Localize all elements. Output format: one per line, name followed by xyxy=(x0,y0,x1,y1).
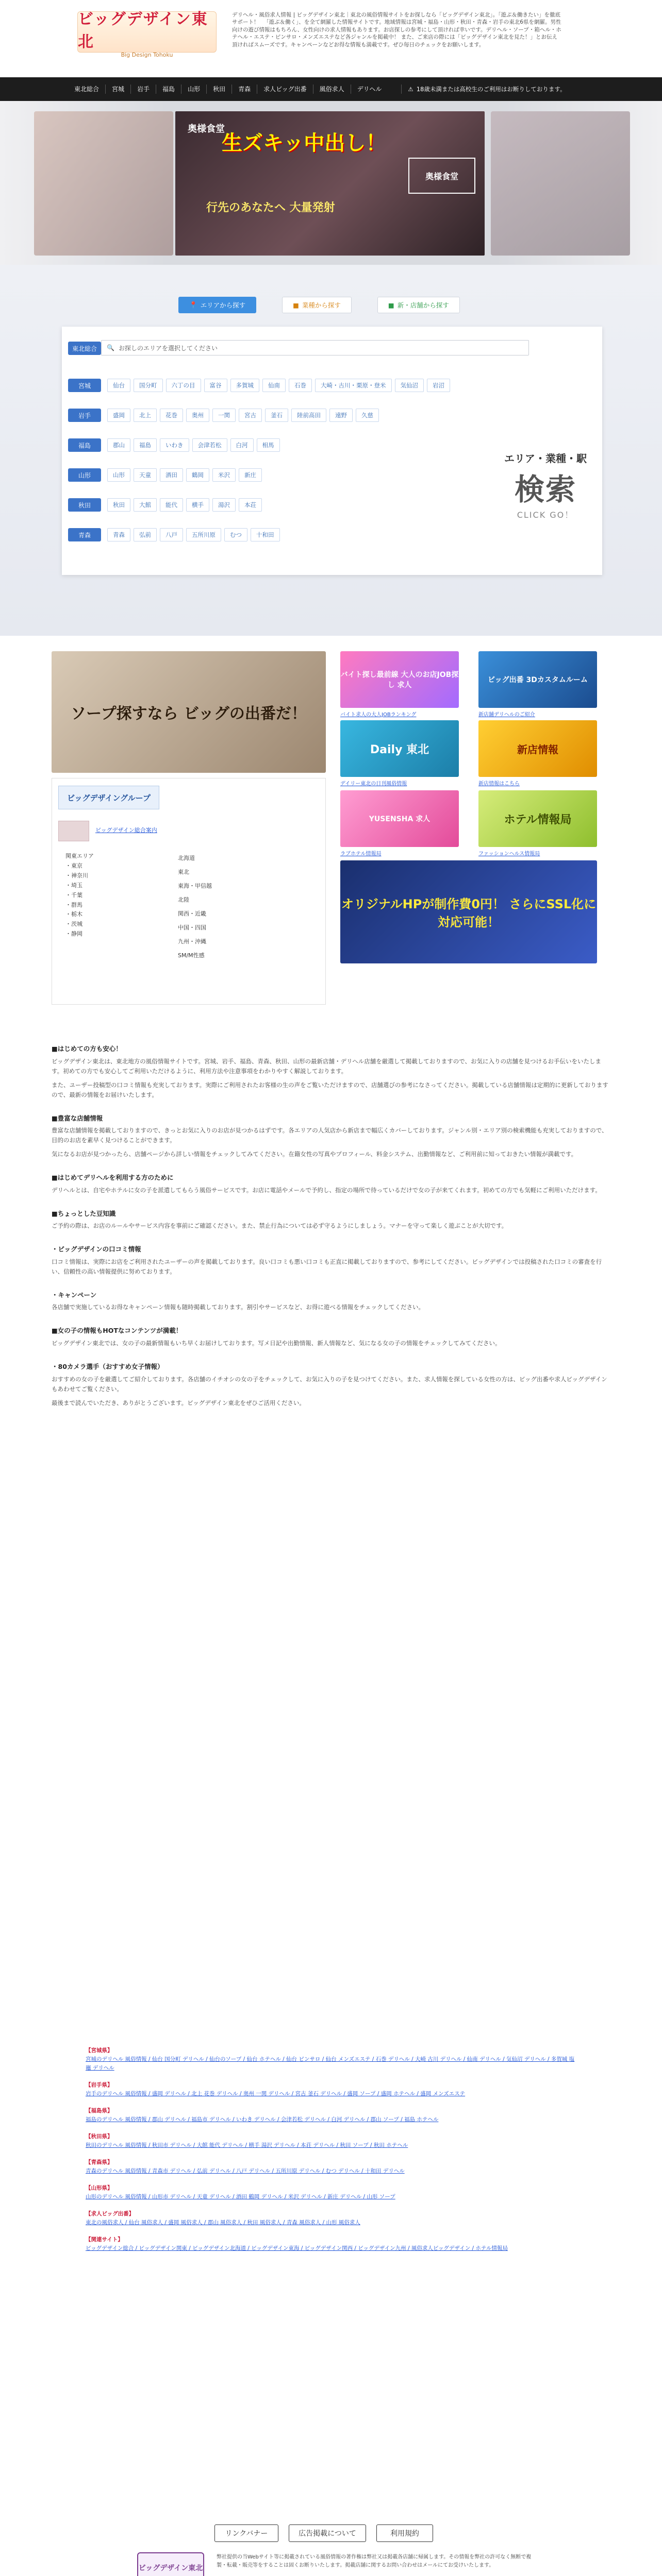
link-block xyxy=(86,2132,577,2150)
terms-button[interactable]: 利用規約 xyxy=(376,2524,433,2542)
city-link[interactable]: 新庄 xyxy=(239,468,262,482)
link-block xyxy=(86,2210,577,2227)
section-text: おすすめの女の子を厳選してご紹介しております。各店舗のイチオシの女の子をチェックして、お気に入りの子を見つけてください。また、求人情報を探している女性の方は、ビッグ出番や求人ビッグデザインもあわせてご覧ください。 xyxy=(52,1375,607,1393)
station-search-cta: CLICK GO！ xyxy=(517,510,574,520)
site-logo[interactable] xyxy=(77,10,217,58)
hero-shop-badge: 奥様食堂 xyxy=(408,158,475,194)
search-section xyxy=(0,265,662,636)
section-text: ご予約の際は、お店のルールやサービス内容を事前にご確認ください。また、禁止行為については必ず守るようにしましょう。マナーを守って楽しく遊ぶことが大切です。 xyxy=(52,1222,508,1230)
city-link[interactable]: 国分町 xyxy=(134,379,163,392)
pref-row-aomori xyxy=(68,528,280,542)
guide-link[interactable]: 東北 xyxy=(178,868,189,875)
global-nav xyxy=(0,77,662,101)
pin-icon: 📍 xyxy=(189,301,197,309)
pref-button-iwate[interactable]: 岩手 xyxy=(68,409,101,422)
section-heading: ■はじめての方も安心！ xyxy=(52,1045,122,1053)
link-block xyxy=(86,2081,577,2098)
city-link[interactable]: 米沢 xyxy=(212,468,236,482)
section-heading: ■女の子の情報もHOTなコンテンツが満載！ xyxy=(52,1327,183,1335)
link-banner-button[interactable]: リンクバナー xyxy=(214,2524,278,2542)
guide-link[interactable]: ・神奈川 xyxy=(65,872,88,879)
area-search-input[interactable] xyxy=(101,340,529,355)
logo-subtitle: Big Design Tohoku xyxy=(121,51,173,58)
city-link[interactable]: 大館 xyxy=(134,498,157,512)
link-block-title: 【福島県】 xyxy=(86,2108,113,2114)
link-block-title: 【秋田県】 xyxy=(86,2133,113,2140)
tab-area[interactable] xyxy=(178,297,256,313)
city-link[interactable]: 山形 xyxy=(107,468,130,482)
city-link[interactable]: 横手 xyxy=(186,498,209,512)
city-link[interactable]: 鶴岡 xyxy=(186,468,209,482)
area-search-placeholder: お探しのエリアを選択してください xyxy=(118,344,218,352)
nav-item-iwate[interactable]: 岩手 xyxy=(130,84,156,94)
section-text: デリヘルとは、自宅やホテルに女の子を派遣してもらう風俗サービスです。お店に電話やメールで予約し、指定の場所で待っているだけで女の子が来てくれます。初めての方でも気軽にご利用いただけます。 xyxy=(52,1186,601,1194)
guide-link[interactable]: ・群馬 xyxy=(65,901,82,908)
city-list-yamagata xyxy=(107,468,262,482)
site-intro: デリヘル・風俗求人情報 | ビッグデザイン東北｜東北の風俗情報サイトをお探しなら「ビッグデザイン東北」。「遊ぶ＆働きたい」を徹底サポート！ 「遊ぶ＆働く」、を全て網羅した情報サイトです。地域情報は宮城・福島・山形・秋田・青森・岩手の東北6県を網羅。男性向けの遊び情報はもちろん、女性向けの求人情報もあります。お店探しの参考にして頂ければ幸いです。デリヘル・ソープ・箱ヘル・ホテヘル・エステ・ピンサロ・メンズエステなど各ジャンルを掲載中！ また、ご来店の際には「ビッグデザイン東北を見た！」とお伝え頂ければスムーズです。キャンペーンなどお得な情報も満載です。ぜひ毎日のチェックをお願いします。 xyxy=(232,12,561,48)
nav-item-yamagata[interactable]: 山形 xyxy=(181,84,206,94)
job-banner[interactable]: バイト探し最前線 大人のお店JOB探し 求人 xyxy=(340,651,459,708)
city-list-fukushima xyxy=(107,438,280,452)
age-notice-text: 18歳未満または高校生のご利用はお断りしております。 xyxy=(416,86,566,93)
group-guide xyxy=(52,778,326,1005)
guide-link[interactable]: ・栃木 xyxy=(65,911,82,918)
section-text: ビッグデザイン東北は、東北地方の風俗情報サイトです。宮城、岩手、福島、青森、秋田、山形の最新店舗・デリヘル店舗を厳選して掲載しておりますので、お気に入りの店舗を見つけるお手伝いをいたします。初めての方でも安心してご利用いただけるように、利用方法や注意事項をわかりやすく解説しております。 xyxy=(52,1057,602,1075)
tab-newshop-label: 新・店舗から探す xyxy=(397,301,449,309)
soap-banner[interactable]: ソープ探すなら ビッグの出番だ！ xyxy=(52,651,326,773)
link-block-links[interactable]: 福島のデリヘル 風俗情報 / 郡山 デリヘル / 福島市 デリヘル / いわき デリヘル / 会津若松 デリヘル / 白河 デリヘル / 郡山 ソープ / 福島 ホテヘル xyxy=(86,2116,439,2123)
city-link[interactable]: 遠野 xyxy=(329,409,353,422)
city-link[interactable]: 能代 xyxy=(160,498,183,512)
store-icon: ■ xyxy=(388,301,394,309)
city-link[interactable]: 陸前高田 xyxy=(291,409,326,422)
section-text: 各店舗で実施しているお得なキャンペーン情報も随時掲載しております。割引やサービスなど、お得に遊べる情報をチェックしてください。 xyxy=(52,1303,424,1311)
footer-logo[interactable]: ビッグデザイン東北 xyxy=(137,2552,204,2576)
city-link[interactable]: 北上 xyxy=(134,409,157,422)
section-text: 気になるお店が見つかったら、店舗ページから詳しい情報をチェックしてみてください。在籍女性の写真やプロフィール、料金システム、出勤情報など、ご利用前に知っておきたい情報が満載です。 xyxy=(52,1150,577,1158)
link-block xyxy=(86,2184,577,2201)
city-link[interactable]: 湯沢 xyxy=(212,498,236,512)
guide-link[interactable]: 中国・四国 xyxy=(178,924,206,931)
city-link[interactable]: 六丁の目 xyxy=(166,379,201,392)
hero-subline: 行先のあなたへ 大量発射 xyxy=(206,201,335,214)
section-heading: ・キャンペーン xyxy=(52,1291,97,1299)
link-block-links[interactable]: ビッグデザイン総合 / ビッグデザイン関東 / ビッグデザイン北海道 / ビッグデザイン東海 / ビッグデザイン関西 / ビッグデザイン九州 / 風俗求人ビッグデザイン / ホテル情報局 xyxy=(86,2245,508,2251)
city-link[interactable]: 石巻 xyxy=(289,379,312,392)
city-link[interactable]: 十和田 xyxy=(251,528,280,541)
city-link[interactable]: 岩沼 xyxy=(427,379,450,392)
guide-link[interactable]: 関西・近畿 xyxy=(178,910,206,917)
city-list-akita xyxy=(107,498,262,512)
group-guide-left-list xyxy=(65,852,94,939)
about-content xyxy=(52,1030,610,1412)
hotel-banner[interactable]: ホテル情報局 xyxy=(478,790,597,847)
newshop-caption[interactable]: 新店情報はこちら xyxy=(478,781,520,787)
yusensha-banner[interactable]: YUSENSHA 求人 xyxy=(340,790,459,847)
pref-row-akita xyxy=(68,498,262,512)
link-block-links[interactable]: 青森のデリヘル 風俗情報 / 青森市 デリヘル / 弘前 デリヘル / 八戸 デリヘル / 五所川原 デリヘル / むつ デリヘル / 十和田 デリヘル xyxy=(86,2168,405,2174)
section-text: ビッグデザイン東北では、女の子の最新情報もいち早くお届けしております。写メ日記や出勤情報、新人情報など、気になる女の子の情報をチェックしてみてください。 xyxy=(52,1340,501,1347)
section-text: また、ユーザー投稿型の口コミ情報も充実しております。実際にご利用されたお客様の生の声をご覧いただけますので、店舗選びの参考になさってください。掲載している店舗情報は定期的に更新しておりますので、最新の情報をお届けいたします。 xyxy=(52,1081,608,1098)
city-link[interactable]: 五所川原 xyxy=(186,528,221,541)
city-link[interactable]: 八戸 xyxy=(160,528,183,541)
area-search-panel xyxy=(62,327,602,575)
pref-button-aomori[interactable]: 青森 xyxy=(68,528,101,541)
city-link[interactable]: いわき xyxy=(160,438,189,452)
nav-item-recruit[interactable]: 風俗求人 xyxy=(313,84,351,94)
tab-genre-label: 業種から探す xyxy=(302,301,341,309)
link-block-title: 【青森県】 xyxy=(86,2159,113,2165)
city-link[interactable]: 弘前 xyxy=(134,528,157,541)
link-block-title: 【山形県】 xyxy=(86,2185,113,2191)
city-link[interactable]: 秋田 xyxy=(107,498,130,512)
station-search-link[interactable] xyxy=(499,450,592,553)
pref-row-fukushima xyxy=(68,438,280,452)
guide-link[interactable]: 東海・甲信越 xyxy=(178,882,212,889)
hp-production-banner[interactable]: オリジナルHPが制作費0円！ さらにSSL化に対応可能！ xyxy=(340,860,597,963)
yusensha-caption[interactable]: ラブホテル情報局 xyxy=(340,851,382,857)
guide-area-heading: 関東エリア xyxy=(65,853,94,859)
hero-headline: 生ズキッ中出し！ xyxy=(222,131,387,155)
link-block xyxy=(86,2235,577,2253)
custom-room-caption[interactable]: 新店舗デリヘルのご紹介 xyxy=(478,712,535,718)
search-tabs xyxy=(178,297,460,313)
city-link[interactable]: 会津若松 xyxy=(192,438,227,452)
pref-button-fukushima[interactable]: 福島 xyxy=(68,438,101,452)
pref-row-miyagi xyxy=(68,378,450,393)
guide-link[interactable]: ・静岡 xyxy=(65,930,82,938)
daily-tohoku-banner[interactable]: Daily 東北 xyxy=(340,720,459,777)
tab-newshop[interactable] xyxy=(377,297,460,313)
pref-row-yamagata xyxy=(68,468,262,482)
link-block-links[interactable]: 岩手のデリヘル 風俗情報 / 盛岡 デリヘル / 北上 花巻 デリヘル / 奥州 一関 デリヘル / 宮古 釜石 デリヘル / 盛岡 ソープ / 盛岡 ホテヘル / 盛岡 メンズエステ xyxy=(86,2091,466,2097)
link-block-title: 【宮城県】 xyxy=(86,2047,113,2054)
job-banner-caption[interactable]: バイト求人の大人JOBランキング xyxy=(340,712,417,718)
pref-row-iwate xyxy=(68,408,379,422)
link-block-title: 【求人ビッグ出番】 xyxy=(86,2211,135,2217)
guide-link[interactable]: ・埼玉 xyxy=(65,882,82,889)
nav-item-deliheru[interactable]: デリヘル xyxy=(351,84,388,94)
city-link[interactable]: 釜石 xyxy=(265,409,288,422)
city-link[interactable]: 花巻 xyxy=(160,409,183,422)
area-select-row xyxy=(68,341,101,355)
city-link[interactable]: 一関 xyxy=(212,409,236,422)
link-block xyxy=(86,2107,577,2124)
tag-icon: ■ xyxy=(293,301,299,309)
custom-room-banner[interactable]: ビッグ出番 3Dカスタムルーム xyxy=(478,651,597,708)
area-label: 東北総合 xyxy=(68,342,101,355)
tab-area-label: エリアから探す xyxy=(200,301,246,309)
link-block-title: 【岩手県】 xyxy=(86,2082,113,2088)
city-link[interactable]: 奥州 xyxy=(186,409,209,422)
city-link[interactable]: 宮古 xyxy=(239,409,262,422)
hotel-caption[interactable]: ファッションヘルス情報局 xyxy=(478,851,540,857)
city-link[interactable]: 青森 xyxy=(107,528,130,541)
footer xyxy=(0,2524,662,2576)
hero-slide-next[interactable] xyxy=(491,111,630,256)
city-list-aomori xyxy=(107,528,280,541)
city-link[interactable]: 郡山 xyxy=(107,438,130,452)
city-link[interactable]: 富谷 xyxy=(204,379,227,392)
hero-caption: 奥様食堂 xyxy=(188,124,225,134)
link-block-links[interactable]: 秋田のデリヘル 風俗情報 / 秋田市 デリヘル / 大館 能代 デリヘル / 横手 湯沢 デリヘル / 本荘 デリヘル / 秋田 ソープ / 秋田 ホテヘル xyxy=(86,2142,408,2148)
section-heading: ・ビッグデザインの口コミ情報 xyxy=(52,1245,141,1253)
link-block xyxy=(86,2158,577,2176)
station-search-title: 検索 xyxy=(514,472,576,507)
section-heading: ■はじめてデリヘルを利用する方のために xyxy=(52,1174,174,1182)
nav-item-tohoku[interactable]: 東北総合 xyxy=(74,86,100,93)
header xyxy=(0,0,662,77)
guide-link[interactable]: ・東京 xyxy=(65,862,82,869)
section-text: 口コミ情報は、実際にお店をご利用されたユーザーの声を掲載しております。良い口コミも悪い口コミも正直に掲載しておりますので、参考にしてください。ビッグデザインでは投稿された口コミの審査を行い、信頼性の高い情報提供に努めております。 xyxy=(52,1258,602,1275)
hero-slider xyxy=(0,101,662,265)
search-icon: 🔍 xyxy=(107,344,114,351)
footer-notice: 弊社提供の当Webサイト等に掲載されている風俗情報の著作権は弊社又は掲載各店舗に帰属します。その情報を弊社の許可なく無断で複製・転載・販売等をすることは固くお断りいたします。掲載店舗に関するお問い合わせはメールにてお受けいたします。 xyxy=(217,2554,532,2568)
city-link[interactable]: 酒田 xyxy=(160,468,183,482)
group-guide-thumbnail xyxy=(58,821,89,841)
age-notice xyxy=(401,84,572,94)
link-block xyxy=(86,2046,577,2073)
link-block-links[interactable]: 宮城のデリヘル 風俗情報 / 仙台 国分町 デリヘル / 仙台のソープ / 仙台 ホテヘル / 仙台 ピンサロ / 仙台 メンズエステ / 石巻 デリヘル / 大崎 古川 デリヘル / 仙南 デリヘル / 気仙沼 デリヘル / 多賀城 塩竈 デリヘル xyxy=(86,2056,575,2071)
section-heading: ■豊富な店舗情報 xyxy=(52,1114,103,1122)
logo-title: ビッグデザイン東北 xyxy=(78,10,208,51)
daily-tohoku-caption[interactable]: デイリー東北の日刊風俗情報 xyxy=(340,781,407,787)
nav-item-aomori[interactable]: 青森 xyxy=(231,84,257,94)
city-list-iwate xyxy=(107,409,379,422)
group-guide-title[interactable]: ビッグデザイングループ xyxy=(58,786,159,809)
guide-link[interactable]: ・千葉 xyxy=(65,891,82,899)
guide-link[interactable]: ・茨城 xyxy=(65,921,82,928)
tab-genre[interactable] xyxy=(282,297,352,313)
city-link[interactable]: 福島 xyxy=(134,438,157,452)
ad-info-button[interactable]: 広告掲載について xyxy=(289,2524,366,2542)
guide-link[interactable]: 北陸 xyxy=(178,896,189,903)
newshop-banner[interactable]: 新店情報 xyxy=(478,720,597,777)
city-link[interactable]: 本荘 xyxy=(239,498,262,512)
guide-link[interactable]: SM/M性感 xyxy=(178,952,205,959)
city-link[interactable]: 盛岡 xyxy=(107,409,130,422)
pref-button-miyagi[interactable]: 宮城 xyxy=(68,379,101,392)
city-link[interactable]: むつ xyxy=(224,528,247,541)
city-link[interactable]: 多賀城 xyxy=(230,379,260,392)
group-guide-sub-link[interactable]: ビッグデザイン総合案内 xyxy=(95,827,157,834)
city-list-miyagi xyxy=(107,379,450,392)
link-block-links[interactable]: 山形のデリヘル 風俗情報 / 山形市 デリヘル / 天童 デリヘル / 酒田 鶴岡 デリヘル / 米沢 デリヘル / 新庄 デリヘル / 山形 ソープ xyxy=(86,2194,395,2200)
area-link-list xyxy=(86,2046,577,2261)
city-link[interactable]: 仙南 xyxy=(262,379,286,392)
pref-button-yamagata[interactable]: 山形 xyxy=(68,468,101,482)
nav-item-miyagi[interactable]: 宮城 xyxy=(105,84,130,94)
nav-item-akita[interactable]: 秋田 xyxy=(206,84,231,94)
section-text: 豊富な店舗情報を掲載しておりますので、きっとお気に入りのお店が見つかるはずです。各エリアの人気店から新店まで幅広くカバーしております。ジャンル別・エリア別の検索機能も充実しておりますので、目的のお店を素早く見つけることができます。 xyxy=(52,1127,608,1144)
warning-icon: ⚠ xyxy=(408,86,413,93)
city-link[interactable]: 天童 xyxy=(134,468,157,482)
city-link[interactable]: 白河 xyxy=(230,438,254,452)
section-text: 最後まで読んでいただき、ありがとうございます。ビッグデザイン東北をぜひご活用ください。 xyxy=(52,1399,305,1406)
section-heading: ■ちょっとした豆知識 xyxy=(52,1209,116,1217)
group-guide-right-list xyxy=(178,852,212,963)
nav-item-job[interactable]: 求人ビッグ出番 xyxy=(257,84,313,94)
link-block-links[interactable]: 東北の風俗求人 / 仙台 風俗求人 / 盛岡 風俗求人 / 郡山 風俗求人 / 秋田 風俗求人 / 青森 風俗求人 / 山形 風俗求人 xyxy=(86,2219,360,2226)
hero-slide-main[interactable] xyxy=(175,111,485,256)
group-guide-sub[interactable] xyxy=(95,826,157,834)
city-link[interactable]: 相馬 xyxy=(257,438,280,452)
section-heading: ・80カメラ選手（おすすめ女子情報） xyxy=(52,1362,164,1370)
guide-link[interactable]: 北海道 xyxy=(178,855,195,861)
city-link[interactable]: 久慈 xyxy=(356,409,379,422)
link-block-title: 【関連サイト】 xyxy=(86,2236,123,2243)
city-link[interactable]: 気仙沼 xyxy=(395,379,424,392)
guide-link[interactable]: 九州・沖縄 xyxy=(178,938,206,945)
city-link[interactable]: 大崎・古川・栗原・登米 xyxy=(315,379,392,392)
pref-button-akita[interactable]: 秋田 xyxy=(68,498,101,512)
hero-slide-prev[interactable] xyxy=(34,111,173,256)
nav-item-fukushima[interactable]: 福島 xyxy=(156,84,181,94)
city-link[interactable]: 仙台 xyxy=(107,379,130,392)
station-search-caption: エリア・業種・駅 xyxy=(504,452,587,465)
